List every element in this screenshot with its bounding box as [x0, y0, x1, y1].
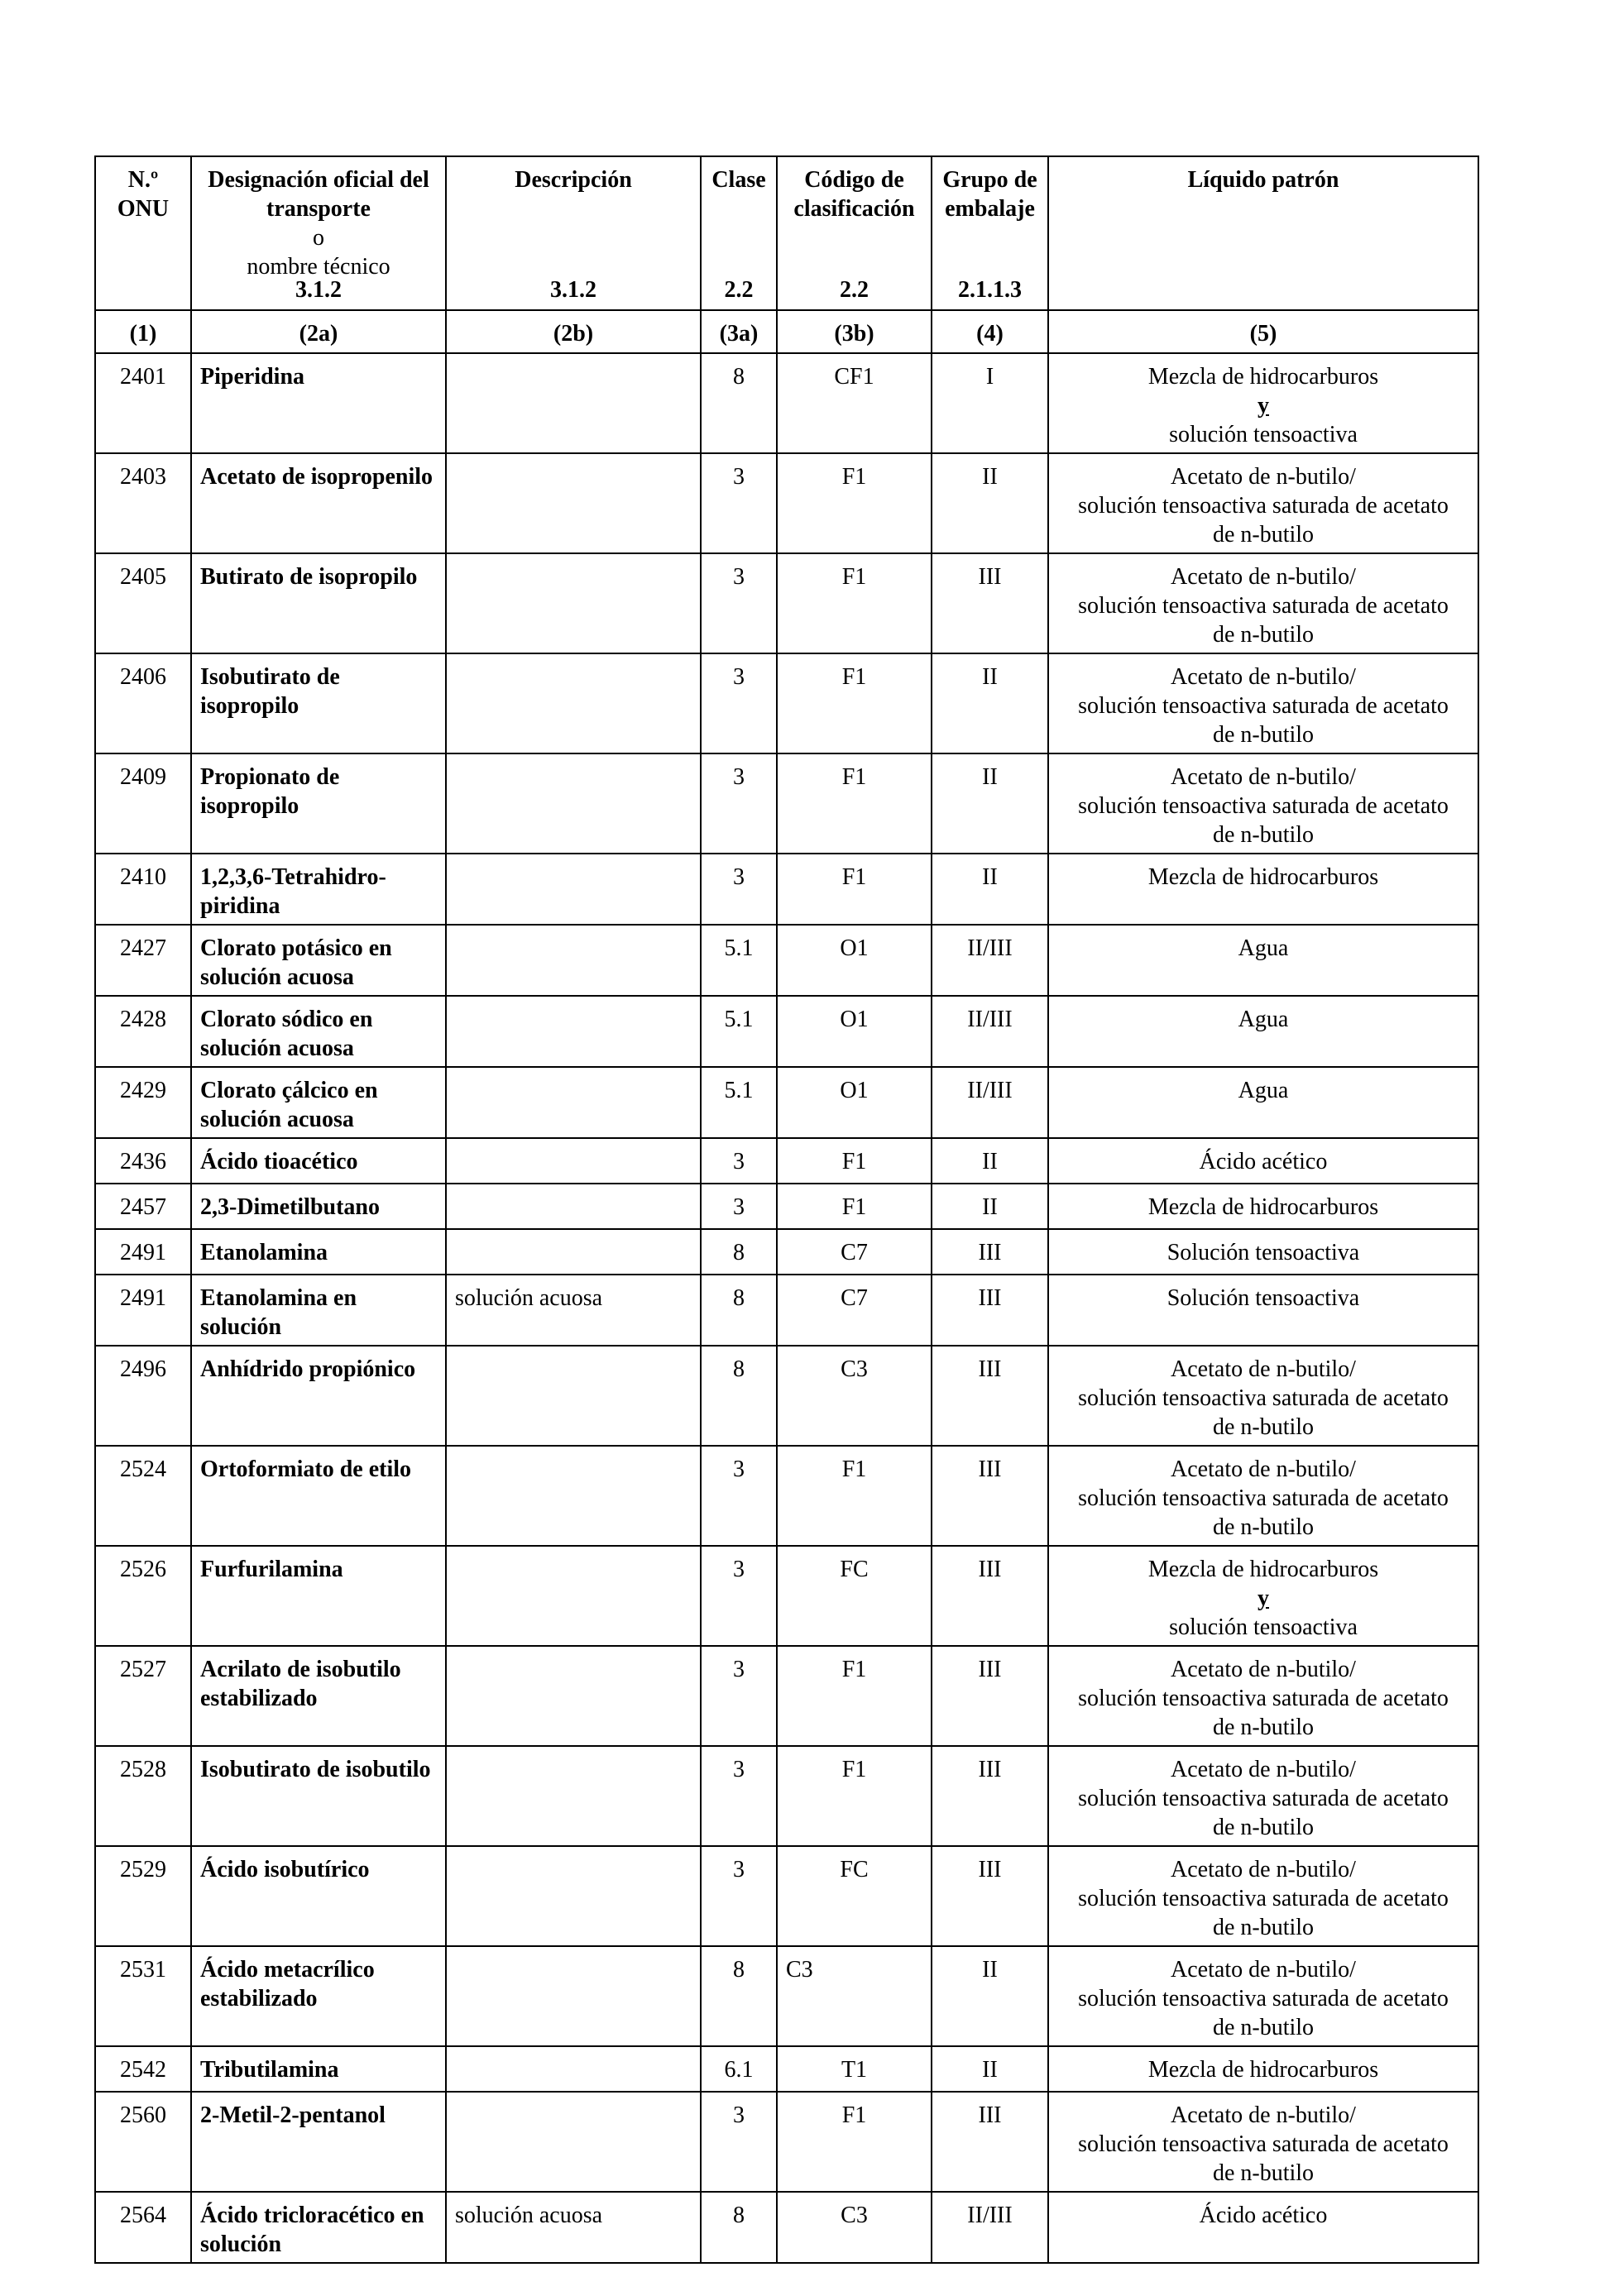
description-cell: [446, 2092, 701, 2192]
table-row: [95, 996, 1478, 1067]
description-cell: [446, 1346, 701, 1446]
classification-code-cell: O1: [777, 1067, 932, 1138]
class-cell: 8: [701, 353, 777, 453]
column-number: (4): [932, 310, 1048, 353]
standard-liquid-line: solución tensoactiva saturada de acetato: [1078, 1886, 1449, 1911]
packing-group-cell: III: [932, 1229, 1048, 1275]
standard-liquid-line: Acetato de n-butilo/: [1171, 1356, 1356, 1382]
classification-code-cell: F1: [777, 854, 932, 925]
column-number: (5): [1048, 310, 1478, 353]
description-cell: [446, 1184, 701, 1229]
standard-liquid-line: de n-butilo: [1212, 1915, 1315, 1940]
description-cell: [446, 854, 701, 925]
standard-liquid-line: solución tensoactiva: [1169, 1614, 1358, 1640]
header-packing-group: Grupo de embalaje 2.1.1.3: [932, 156, 1048, 310]
table-row: [95, 1275, 1478, 1346]
description-cell: [446, 1746, 701, 1846]
header-class: Clase 2.2: [701, 156, 777, 310]
classification-code-cell: F1: [777, 1646, 932, 1746]
un-number-cell: 2491: [95, 1229, 191, 1275]
shipping-name-cell: 2-Metil-2-pentanol: [191, 2092, 446, 2192]
class-cell: 3: [701, 1184, 777, 1229]
packing-group-cell: III: [932, 1346, 1048, 1446]
classification-code-cell: F1: [777, 453, 932, 553]
table-row: [95, 653, 1478, 753]
packing-group-cell: II: [932, 453, 1048, 553]
standard-liquid-line: solución tensoactiva saturada de acetato: [1078, 1385, 1449, 1411]
un-number-cell: 2406: [95, 653, 191, 753]
standard-liquid-line: Mezcla de hidrocarburos: [1147, 1194, 1379, 1220]
description-cell: [446, 1846, 701, 1946]
un-number-cell: 2529: [95, 1846, 191, 1946]
standard-liquid-line: solución tensoactiva saturada de acetato: [1078, 1686, 1449, 1711]
description-cell: solución acuosa: [446, 1275, 701, 1346]
standard-liquid-cell: [1048, 1229, 1478, 1275]
standard-liquid-line: y: [1258, 393, 1269, 419]
un-number-cell: 2429: [95, 1067, 191, 1138]
classification-code-cell: F1: [777, 1138, 932, 1184]
classification-code-cell: F1: [777, 2092, 932, 2192]
standard-liquid-line: de n-butilo: [1212, 722, 1315, 748]
table-row: [95, 553, 1478, 653]
header-un-number: N.º ONU: [95, 156, 191, 310]
column-number: (1): [95, 310, 191, 353]
shipping-name-cell: Ácido metacrílico estabilizado: [191, 1946, 446, 2046]
description-cell: [446, 925, 701, 996]
standard-liquid-cell: [1048, 1446, 1478, 1546]
standard-liquid-cell: [1048, 1946, 1478, 2046]
packing-group-cell: II: [932, 1184, 1048, 1229]
table-row: [95, 353, 1478, 453]
standard-liquid-line: de n-butilo: [1212, 1815, 1315, 1840]
table-row: [95, 925, 1478, 996]
shipping-name-cell: Isobutirato de isobutilo: [191, 1746, 446, 1846]
classification-code-cell: O1: [777, 996, 932, 1067]
standard-liquid-line: Solución tensoactiva: [1167, 1240, 1360, 1265]
table-row: [95, 1138, 1478, 1184]
substances-table: [94, 155, 1479, 2264]
standard-liquid-line: Mezcla de hidrocarburos: [1147, 2057, 1379, 2083]
standard-liquid-line: Acetato de n-butilo/: [1171, 464, 1356, 490]
standard-liquid-line: solución tensoactiva saturada de acetato: [1078, 1485, 1449, 1511]
table-row: [95, 2046, 1478, 2092]
un-number-cell: 2526: [95, 1546, 191, 1646]
packing-group-cell: II: [932, 753, 1048, 854]
standard-liquid-line: solución tensoactiva saturada de acetato: [1078, 593, 1449, 619]
standard-liquid-cell: [1048, 1646, 1478, 1746]
standard-liquid-line: solución tensoactiva saturada de acetato: [1078, 493, 1449, 519]
packing-group-cell: III: [932, 1446, 1048, 1546]
un-number-cell: 2427: [95, 925, 191, 996]
column-number-row: [95, 310, 1478, 353]
standard-liquid-cell: [1048, 2092, 1478, 2192]
packing-group-cell: II/III: [932, 1067, 1048, 1138]
packing-group-cell: III: [932, 1275, 1048, 1346]
shipping-name-cell: Etanolamina en solución: [191, 1275, 446, 1346]
description-cell: solución acuosa: [446, 2192, 701, 2263]
classification-code-cell: O1: [777, 925, 932, 996]
standard-liquid-line: Agua: [1238, 1078, 1289, 1103]
packing-group-cell: II: [932, 1138, 1048, 1184]
un-number-cell: 2410: [95, 854, 191, 925]
class-cell: 8: [701, 1229, 777, 1275]
classification-code-cell: C7: [777, 1275, 932, 1346]
standard-liquid-line: Acetato de n-butilo/: [1171, 664, 1356, 690]
un-number-cell: 2436: [95, 1138, 191, 1184]
class-cell: 8: [701, 1346, 777, 1446]
description-cell: [446, 1646, 701, 1746]
table-row: [95, 1946, 1478, 2046]
standard-liquid-line: solución tensoactiva: [1169, 422, 1358, 447]
standard-liquid-line: solución tensoactiva saturada de acetato: [1078, 1986, 1449, 2011]
standard-liquid-cell: [1048, 1846, 1478, 1946]
standard-liquid-line: Mezcla de hidrocarburos: [1147, 1557, 1379, 1582]
table-row: [95, 1846, 1478, 1946]
un-number-cell: 2564: [95, 2192, 191, 2263]
standard-liquid-line: de n-butilo: [1212, 2015, 1315, 2040]
standard-liquid-line: solución tensoactiva saturada de acetato: [1078, 2131, 1449, 2157]
packing-group-cell: III: [932, 1846, 1048, 1946]
shipping-name-cell: 2,3-Dimetilbutano: [191, 1184, 446, 1229]
table-row: [95, 2092, 1478, 2192]
standard-liquid-line: Acetato de n-butilo/: [1171, 764, 1356, 790]
header-classification-code: Código de clasificación 2.2: [777, 156, 932, 310]
un-number-cell: 2491: [95, 1275, 191, 1346]
classification-code-cell: F1: [777, 1184, 932, 1229]
shipping-name-cell: Ácido isobutírico: [191, 1846, 446, 1946]
class-cell: 3: [701, 1646, 777, 1746]
classification-code-cell: F1: [777, 1446, 932, 1546]
shipping-name-cell: Clorato potásico en solución acuosa: [191, 925, 446, 996]
description-cell: [446, 753, 701, 854]
standard-liquid-cell: [1048, 453, 1478, 553]
table-row: [95, 1229, 1478, 1275]
standard-liquid-line: de n-butilo: [1212, 522, 1315, 548]
description-cell: [446, 553, 701, 653]
standard-liquid-cell: [1048, 996, 1478, 1067]
class-cell: 5.1: [701, 996, 777, 1067]
class-cell: 6.1: [701, 2046, 777, 2092]
shipping-name-cell: Ortoformiato de etilo: [191, 1446, 446, 1546]
un-number-cell: 2542: [95, 2046, 191, 2092]
description-cell: [446, 353, 701, 453]
class-cell: 8: [701, 1275, 777, 1346]
shipping-name-cell: Clorato çálcico en solución acuosa: [191, 1067, 446, 1138]
class-cell: 3: [701, 1446, 777, 1546]
standard-liquid-line: Acetato de n-butilo/: [1171, 2102, 1356, 2128]
un-number-cell: 2524: [95, 1446, 191, 1546]
un-number-cell: 2531: [95, 1946, 191, 2046]
standard-liquid-line: Agua: [1238, 935, 1289, 961]
description-cell: [446, 1446, 701, 1546]
description-cell: [446, 996, 701, 1067]
standard-liquid-cell: [1048, 1184, 1478, 1229]
standard-liquid-line: Acetato de n-butilo/: [1171, 564, 1356, 590]
table-row: [95, 2192, 1478, 2263]
description-cell: [446, 453, 701, 553]
standard-liquid-line: Acetato de n-butilo/: [1171, 1657, 1356, 1682]
standard-liquid-line: Ácido acético: [1199, 1149, 1328, 1174]
classification-code-cell: FC: [777, 1546, 932, 1646]
shipping-name-cell: Tributilamina: [191, 2046, 446, 2092]
shipping-name-cell: Isobutirato de isopropilo: [191, 653, 446, 753]
class-cell: 3: [701, 854, 777, 925]
standard-liquid-line: y: [1258, 1586, 1269, 1611]
packing-group-cell: II: [932, 854, 1048, 925]
header-row: [95, 156, 1478, 310]
classification-code-cell: CF1: [777, 353, 932, 453]
shipping-name-cell: Furfurilamina: [191, 1546, 446, 1646]
column-number: (3b): [777, 310, 932, 353]
un-number-cell: 2560: [95, 2092, 191, 2192]
standard-liquid-line: solución tensoactiva saturada de acetato: [1078, 793, 1449, 819]
packing-group-cell: II: [932, 2046, 1048, 2092]
classification-code-cell: F1: [777, 653, 932, 753]
packing-group-cell: II/III: [932, 996, 1048, 1067]
table-row: [95, 1184, 1478, 1229]
un-number-cell: 2527: [95, 1646, 191, 1746]
standard-liquid-cell: [1048, 753, 1478, 854]
packing-group-cell: III: [932, 2092, 1048, 2192]
standard-liquid-line: Acetato de n-butilo/: [1171, 1457, 1356, 1482]
class-cell: 3: [701, 1546, 777, 1646]
table-row: [95, 1446, 1478, 1546]
classification-code-cell: F1: [777, 553, 932, 653]
classification-code-cell: T1: [777, 2046, 932, 2092]
classification-code-cell: C3: [777, 2192, 932, 2263]
standard-liquid-line: solución tensoactiva saturada de acetato: [1078, 693, 1449, 719]
shipping-name-cell: Acrilato de isobutilo estabilizado: [191, 1646, 446, 1746]
description-cell: [446, 1546, 701, 1646]
column-number: (2a): [191, 310, 446, 353]
column-number: (2b): [446, 310, 701, 353]
standard-liquid-line: Acetato de n-butilo/: [1171, 1757, 1356, 1782]
un-number-cell: 2528: [95, 1746, 191, 1846]
standard-liquid-cell: [1048, 653, 1478, 753]
class-cell: 5.1: [701, 1067, 777, 1138]
standard-liquid-line: de n-butilo: [1212, 622, 1315, 648]
classification-code-cell: F1: [777, 1746, 932, 1846]
class-cell: 3: [701, 2092, 777, 2192]
table-row: [95, 854, 1478, 925]
standard-liquid-line: Agua: [1238, 1007, 1289, 1032]
class-cell: 3: [701, 453, 777, 553]
shipping-name-cell: Anhídrido propiónico: [191, 1346, 446, 1446]
packing-group-cell: III: [932, 1546, 1048, 1646]
classification-code-cell: F1: [777, 753, 932, 854]
description-cell: [446, 1138, 701, 1184]
classification-code-cell: C3: [777, 1346, 932, 1446]
classification-code-cell: FC: [777, 1846, 932, 1946]
standard-liquid-line: de n-butilo: [1212, 822, 1315, 848]
header-description: Descripción 3.1.2: [446, 156, 701, 310]
shipping-name-cell: Piperidina: [191, 353, 446, 453]
packing-group-cell: III: [932, 1646, 1048, 1746]
standard-liquid-cell: [1048, 1067, 1478, 1138]
standard-liquid-cell: [1048, 2192, 1478, 2263]
table-row: [95, 1346, 1478, 1446]
standard-liquid-cell: [1048, 1138, 1478, 1184]
standard-liquid-cell: [1048, 353, 1478, 453]
shipping-name-cell: Ácido tricloracético en solución: [191, 2192, 446, 2263]
classification-code-cell: C7: [777, 1229, 932, 1275]
standard-liquid-cell: [1048, 1746, 1478, 1846]
table-body: [95, 353, 1478, 2263]
table-row: [95, 1067, 1478, 1138]
standard-liquid-cell: [1048, 925, 1478, 996]
un-number-cell: 2405: [95, 553, 191, 653]
standard-liquid-line: Ácido acético: [1199, 2203, 1328, 2228]
standard-liquid-line: Acetato de n-butilo/: [1171, 1957, 1356, 1983]
standard-liquid-line: de n-butilo: [1212, 2160, 1315, 2186]
class-cell: 3: [701, 1746, 777, 1846]
standard-liquid-cell: [1048, 1275, 1478, 1346]
standard-liquid-cell: [1048, 1546, 1478, 1646]
classification-code-cell: C3: [777, 1946, 932, 2046]
standard-liquid-cell: [1048, 1346, 1478, 1446]
shipping-name-cell: Clorato sódico en solución acuosa: [191, 996, 446, 1067]
description-cell: [446, 2046, 701, 2092]
standard-liquid-cell: [1048, 854, 1478, 925]
packing-group-cell: II: [932, 653, 1048, 753]
table-row: [95, 453, 1478, 553]
standard-liquid-line: Mezcla de hidrocarburos: [1147, 364, 1379, 390]
column-number: (3a): [701, 310, 777, 353]
packing-group-cell: II: [932, 1946, 1048, 2046]
packing-group-cell: II/III: [932, 2192, 1048, 2263]
un-number-cell: 2403: [95, 453, 191, 553]
standard-liquid-line: Acetato de n-butilo/: [1171, 1857, 1356, 1882]
un-number-cell: 2457: [95, 1184, 191, 1229]
un-number-cell: 2401: [95, 353, 191, 453]
table-row: [95, 753, 1478, 854]
class-cell: 5.1: [701, 925, 777, 996]
description-cell: [446, 653, 701, 753]
shipping-name-cell: Acetato de isopropenilo: [191, 453, 446, 553]
table-row: [95, 1546, 1478, 1646]
table-row: [95, 1646, 1478, 1746]
standard-liquid-line: Solución tensoactiva: [1167, 1285, 1360, 1311]
packing-group-cell: I: [932, 353, 1048, 453]
standard-liquid-cell: [1048, 2046, 1478, 2092]
class-cell: 3: [701, 1138, 777, 1184]
shipping-name-cell: Ácido tioacético: [191, 1138, 446, 1184]
packing-group-cell: III: [932, 553, 1048, 653]
shipping-name-cell: Propionato de isopropilo: [191, 753, 446, 854]
class-cell: 3: [701, 753, 777, 854]
packing-group-cell: II/III: [932, 925, 1048, 996]
description-cell: [446, 1946, 701, 2046]
shipping-name-cell: Butirato de isopropilo: [191, 553, 446, 653]
standard-liquid-line: de n-butilo: [1212, 1715, 1315, 1740]
un-number-cell: 2409: [95, 753, 191, 854]
description-cell: [446, 1229, 701, 1275]
un-number-cell: 2428: [95, 996, 191, 1067]
table-row: [95, 1746, 1478, 1846]
class-cell: 3: [701, 553, 777, 653]
shipping-name-cell: Etanolamina: [191, 1229, 446, 1275]
standard-liquid-cell: [1048, 553, 1478, 653]
shipping-name-cell: 1,2,3,6-Tetrahidro-piridina: [191, 854, 446, 925]
class-cell: 3: [701, 653, 777, 753]
standard-liquid-line: de n-butilo: [1212, 1414, 1315, 1440]
un-number-cell: 2496: [95, 1346, 191, 1446]
packing-group-cell: III: [932, 1746, 1048, 1846]
standard-liquid-line: solución tensoactiva saturada de acetato: [1078, 1786, 1449, 1811]
class-cell: 3: [701, 1846, 777, 1946]
standard-liquid-line: Mezcla de hidrocarburos: [1147, 864, 1379, 890]
class-cell: 8: [701, 2192, 777, 2263]
standard-liquid-line: de n-butilo: [1212, 1514, 1315, 1540]
description-cell: [446, 1067, 701, 1138]
header-standard-liquid: Líquido patrón: [1048, 156, 1478, 310]
header-shipping-name: Designación oficial del transporte o nombre técnico 3.1.2: [191, 156, 446, 310]
class-cell: 8: [701, 1946, 777, 2046]
